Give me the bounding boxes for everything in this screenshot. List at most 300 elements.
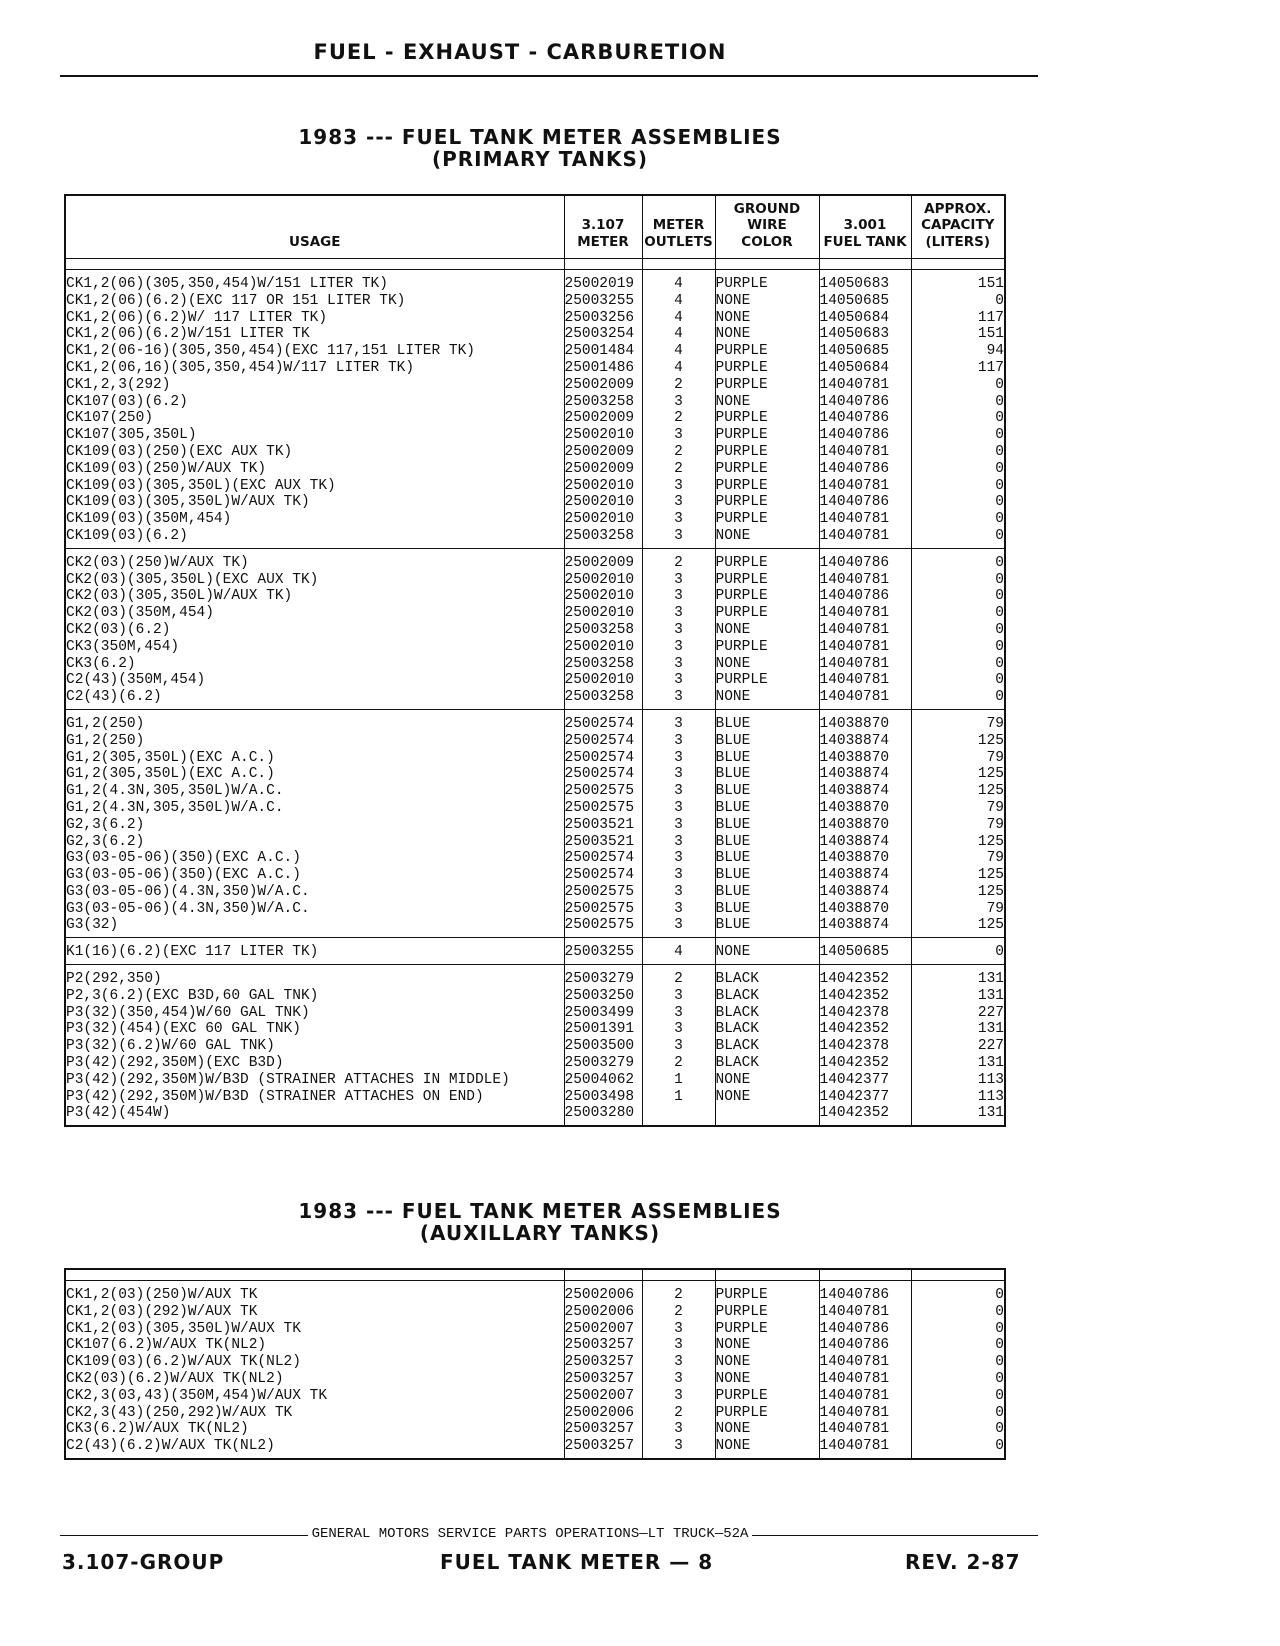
table-cell: BLUE: [715, 799, 751, 816]
table-cell: 2: [674, 460, 683, 477]
table-cell: CK1,2(06)(305,350,454)W/151 LITER TK): [66, 276, 388, 292]
table-cell: 25002006: [564, 1303, 635, 1320]
page-header-title: FUEL - EXHAUST - CARBURETION: [313, 40, 727, 64]
table-cell: 14040786: [819, 554, 890, 571]
table-cell: 14042352: [819, 1021, 890, 1038]
table-cell: 14042352: [819, 1055, 890, 1072]
table-cell: G3(32): [66, 917, 119, 934]
table-cell: 14038870: [819, 900, 890, 917]
table-cell: 0: [995, 672, 1004, 689]
table-cell: 25002575: [564, 917, 635, 934]
table-cell: G2,3(6.2): [66, 833, 145, 850]
table-cell: P3(32)(454)(EXC 60 GAL TNK): [66, 1021, 301, 1038]
table-cell: PURPLE: [715, 1404, 768, 1421]
table-cell: CK109(03)(250)W/AUX TK): [66, 460, 267, 477]
table-cell: 3: [674, 833, 683, 850]
table-cell: 14050684: [819, 359, 890, 376]
table-cell: 14050683: [819, 276, 890, 292]
table-cell: 125: [977, 867, 1004, 884]
table-cell: G1,2(305,350L)(EXC A.C.): [66, 749, 275, 766]
table-cell: 25002006: [564, 1404, 635, 1421]
table-cell: BLACK: [715, 971, 760, 988]
outlets-cell: [642, 1281, 715, 1459]
meter-part-cell: [564, 965, 642, 1127]
table-cell: G1,2(305,350L)(EXC A.C.): [66, 766, 275, 783]
table-cell: CK3(6.2): [66, 655, 136, 672]
usage-cell: [65, 548, 564, 709]
aux-top-gap-row: [65, 1269, 1005, 1281]
col-meter-header: 3.107 METER: [564, 195, 642, 259]
table-cell: 25003498: [564, 1088, 635, 1105]
table-cell: 0: [995, 1337, 1004, 1354]
table-row: [65, 270, 1005, 549]
table-cell: PURPLE: [715, 494, 768, 511]
col-outlets-header: METER OUTLETS: [642, 195, 715, 259]
table-cell: 14038874: [819, 766, 890, 783]
table-cell: 3: [674, 511, 683, 528]
table-cell: CK2(03)(250)W/AUX TK): [66, 554, 249, 571]
table-cell: 3: [674, 799, 683, 816]
table-cell: 25003258: [564, 527, 635, 544]
table-cell: 79: [986, 715, 1004, 732]
table-cell: PURPLE: [715, 511, 768, 528]
table-cell: 117: [977, 309, 1004, 326]
table-cell: P3(32)(350,454)W/60 GAL TNK): [66, 1004, 310, 1021]
table-cell: 14038874: [819, 783, 890, 800]
auxiliary-section-title: [180, 1200, 900, 1244]
capacity-cell: [911, 938, 1005, 965]
table-cell: 3: [674, 783, 683, 800]
usage-cell: [65, 965, 564, 1127]
table-cell: NONE: [715, 655, 751, 672]
table-cell: 25003257: [564, 1337, 635, 1354]
table-cell: CK107(305,350L): [66, 427, 197, 444]
table-cell: 25002010: [564, 672, 635, 689]
table-cell: 25002019: [564, 276, 635, 292]
table-cell: 14038874: [819, 917, 890, 934]
table-cell: NONE: [715, 1438, 751, 1455]
table-cell: 3: [674, 1320, 683, 1337]
table-cell: 0: [995, 1421, 1004, 1438]
table-cell: CK1,2(06-16)(305,350,454)(EXC 117,151 LITER TK): [66, 343, 475, 360]
outlets-cell: [642, 965, 715, 1127]
table-cell: G3(03-05-06)(350)(EXC A.C.): [66, 850, 301, 867]
table-cell: 3: [674, 732, 683, 749]
capacity-cell: [911, 270, 1005, 549]
table-cell: 0: [995, 1354, 1004, 1371]
table-cell: CK109(03)(305,350L)(EXC AUX TK): [66, 477, 336, 494]
table-cell: 0: [995, 527, 1004, 544]
table-cell: CK2(03)(350M,454): [66, 605, 214, 622]
table-cell: 14040786: [819, 427, 890, 444]
wire-color-cell: [715, 270, 819, 549]
table-cell: CK109(03)(350M,454): [66, 511, 232, 528]
table-cell: CK107(250): [66, 410, 154, 427]
table-cell: NONE: [715, 944, 751, 961]
table-cell: 3: [674, 605, 683, 622]
table-cell: [716, 1105, 819, 1122]
table-cell: 14040781: [819, 571, 890, 588]
table-cell: 4: [674, 359, 683, 376]
fuel-tank-part-cell: [819, 709, 911, 937]
table-row: [65, 709, 1005, 937]
usage-cell: [65, 270, 564, 549]
table-cell: 25001486: [564, 359, 635, 376]
table-cell: CK1,2(03)(305,350L)W/AUX TK: [66, 1320, 301, 1337]
table-cell: BLUE: [715, 766, 751, 783]
table-cell: 0: [995, 427, 1004, 444]
table-cell: 14040786: [819, 1320, 890, 1337]
table-cell: 14040781: [819, 1370, 890, 1387]
table-cell: 25002010: [564, 427, 635, 444]
primary-header-row: [65, 195, 1005, 259]
table-cell: 25003257: [564, 1354, 635, 1371]
table-cell: NONE: [715, 326, 751, 343]
table-row: [65, 548, 1005, 709]
table-cell: 125: [977, 833, 1004, 850]
table-cell: 0: [995, 1387, 1004, 1404]
table-cell: 14040786: [819, 460, 890, 477]
fuel-tank-part-cell: [819, 938, 911, 965]
table-cell: 14038870: [819, 850, 890, 867]
capacity-cell: [911, 548, 1005, 709]
table-cell: 0: [995, 621, 1004, 638]
table-cell: 14038870: [819, 749, 890, 766]
table-cell: NONE: [715, 292, 751, 309]
table-cell: 0: [995, 376, 1004, 393]
table-cell: 4: [674, 944, 683, 961]
table-cell: 3: [674, 571, 683, 588]
table-cell: 25002574: [564, 732, 635, 749]
table-cell: P2(292,350): [66, 971, 162, 988]
table-cell: 25002574: [564, 766, 635, 783]
table-cell: BLUE: [715, 883, 751, 900]
table-cell: 25002010: [564, 571, 635, 588]
table-cell: 25003250: [564, 987, 635, 1004]
primary-title-line2: (PRIMARY TANKS): [431, 147, 649, 171]
table-cell: PURPLE: [715, 1320, 768, 1337]
table-cell: BLUE: [715, 850, 751, 867]
table-cell: 0: [995, 1370, 1004, 1387]
table-cell: 14040781: [819, 605, 890, 622]
table-cell: 25003258: [564, 393, 635, 410]
table-cell: 14042352: [819, 1105, 890, 1122]
table-cell: CK107(6.2)W/AUX TK(NL2): [66, 1337, 267, 1354]
table-cell: G3(03-05-06)(4.3N,350)W/A.C.: [66, 883, 310, 900]
table-cell: 125: [977, 883, 1004, 900]
table-cell: 25002574: [564, 867, 635, 884]
auxiliary-tanks-table: [64, 1268, 1006, 1460]
table-cell: 3: [674, 766, 683, 783]
table-cell: 0: [995, 443, 1004, 460]
table-row: [65, 965, 1005, 1127]
table-cell: 14040781: [819, 376, 890, 393]
table-cell: C2(43)(6.2)W/AUX TK(NL2): [66, 1438, 275, 1455]
table-cell: P3(42)(292,350M)W/B3D (STRAINER ATTACHES ON END): [66, 1088, 484, 1105]
table-cell: G1,2(4.3N,305,350L)W/A.C.: [66, 799, 284, 816]
table-cell: 3: [674, 749, 683, 766]
table-cell: BLUE: [715, 900, 751, 917]
table-cell: 25002006: [564, 1287, 635, 1303]
table-cell: P3(42)(292,350M)W/B3D (STRAINER ATTACHES IN MIDDLE): [66, 1071, 510, 1088]
table-cell: 1: [674, 1088, 683, 1105]
table-cell: 14040786: [819, 588, 890, 605]
table-cell: NONE: [715, 1354, 751, 1371]
capacity-cell: [911, 1281, 1005, 1459]
auxiliary-title-line2: (AUXILLARY TANKS): [419, 1221, 661, 1245]
table-cell: 25003500: [564, 1038, 635, 1055]
table-cell: PURPLE: [715, 427, 768, 444]
table-cell: 0: [995, 410, 1004, 427]
footer-revision: REV. 2-87: [905, 1550, 1021, 1574]
table-cell: CK109(03)(6.2)W/AUX TK(NL2): [66, 1354, 301, 1371]
table-cell: PURPLE: [715, 672, 768, 689]
wire-color-cell: [715, 709, 819, 937]
table-cell: 3: [674, 477, 683, 494]
table-row-group: [65, 548, 1005, 709]
table-cell: 25002010: [564, 638, 635, 655]
table-cell: G3(03-05-06)(350)(EXC A.C.): [66, 867, 301, 884]
table-cell: 0: [995, 571, 1004, 588]
capacity-cell: [911, 709, 1005, 937]
table-cell: 151: [977, 276, 1004, 292]
table-cell: 125: [977, 917, 1004, 934]
outlets-cell: [642, 270, 715, 549]
fuel-tank-part-cell: [819, 1281, 911, 1459]
table-cell: 3: [674, 883, 683, 900]
table-cell: PURPLE: [715, 554, 768, 571]
table-cell: 0: [995, 494, 1004, 511]
table-cell: 14038870: [819, 715, 890, 732]
table-cell: 79: [986, 900, 1004, 917]
fuel-tank-part-cell: [819, 270, 911, 549]
table-cell: 125: [977, 783, 1004, 800]
table-cell: 25002010: [564, 494, 635, 511]
table-cell: PURPLE: [715, 1387, 768, 1404]
table-cell: 0: [995, 1438, 1004, 1455]
table-cell: 125: [977, 766, 1004, 783]
table-cell: 14038874: [819, 833, 890, 850]
table-cell: 131: [977, 1055, 1004, 1072]
table-cell: 2: [674, 554, 683, 571]
table-cell: 25002575: [564, 900, 635, 917]
table-cell: 14042377: [819, 1071, 890, 1088]
table-cell: 2: [674, 1287, 683, 1303]
table-cell: 14040781: [819, 655, 890, 672]
table-row-group: [65, 938, 1005, 965]
table-cell: 0: [995, 944, 1004, 961]
table-cell: 4: [674, 343, 683, 360]
table-cell: 0: [995, 460, 1004, 477]
table-cell: NONE: [715, 527, 751, 544]
table-cell: 25003279: [564, 1055, 635, 1072]
table-cell: 3: [674, 816, 683, 833]
table-cell: CK1,2(06)(6.2)W/151 LITER TK: [66, 326, 310, 343]
table-cell: CK2,3(03,43)(350M,454)W/AUX TK: [66, 1387, 328, 1404]
table-cell: 14038870: [819, 816, 890, 833]
table-cell: 3: [674, 621, 683, 638]
table-row: [65, 1281, 1005, 1459]
table-cell: PURPLE: [715, 588, 768, 605]
table-cell: 3: [674, 1370, 683, 1387]
table-cell: NONE: [715, 1088, 751, 1105]
table-cell: 3: [674, 1038, 683, 1055]
table-cell: BLACK: [715, 1055, 760, 1072]
table-cell: 14040781: [819, 1404, 890, 1421]
table-cell: 4: [674, 292, 683, 309]
table-cell: 0: [995, 292, 1004, 309]
table-cell: 227: [977, 1004, 1004, 1021]
table-cell: PURPLE: [715, 571, 768, 588]
table-cell: 4: [674, 326, 683, 343]
table-cell: 4: [674, 309, 683, 326]
table-cell: 3: [674, 689, 683, 706]
table-cell: CK1,2(06)(6.2)W/ 117 LITER TK): [66, 309, 328, 326]
table-cell: 14040781: [819, 443, 890, 460]
outlets-cell: [642, 938, 715, 965]
table-cell: PURPLE: [715, 460, 768, 477]
table-cell: 4: [674, 276, 683, 292]
table-cell: 14050685: [819, 944, 890, 961]
table-cell: 25001391: [564, 1021, 635, 1038]
meter-part-cell: [564, 548, 642, 709]
footer-publisher: GENERAL MOTORS SERVICE PARTS OPERATIONS—LT TRUCK—52A: [0, 1526, 1060, 1542]
table-cell: 25003499: [564, 1004, 635, 1021]
table-cell: G1,2(4.3N,305,350L)W/A.C.: [66, 783, 284, 800]
table-cell: K1(16)(6.2)(EXC 117 LITER TK): [66, 944, 319, 961]
table-cell: PURPLE: [715, 1287, 768, 1303]
table-cell: BLUE: [715, 917, 751, 934]
table-cell: 14040786: [819, 1287, 890, 1303]
table-cell: 14040781: [819, 527, 890, 544]
table-cell: 14040781: [819, 1421, 890, 1438]
col-capacity-header: APPROX. CAPACITY (LITERS): [911, 195, 1005, 259]
table-cell: P2,3(6.2)(EXC B3D,60 GAL TNK): [66, 987, 319, 1004]
table-cell: NONE: [715, 1421, 751, 1438]
table-cell: 14050685: [819, 343, 890, 360]
table-cell: 113: [977, 1071, 1004, 1088]
meter-part-cell: [564, 270, 642, 549]
table-cell: BLUE: [715, 816, 751, 833]
table-cell: 3: [674, 1438, 683, 1455]
table-cell: 25002009: [564, 460, 635, 477]
usage-cell: [65, 938, 564, 965]
table-cell: PURPLE: [715, 276, 768, 292]
table-cell: CK2(03)(6.2): [66, 621, 171, 638]
table-cell: C2(43)(350M,454): [66, 672, 206, 689]
table-cell: 3: [674, 393, 683, 410]
footer-page-title: FUEL TANK METER — 8: [440, 1550, 714, 1574]
meter-part-cell: [564, 1281, 642, 1459]
col-tank-header: 3.001 FUEL TANK: [819, 195, 911, 259]
table-cell: BLACK: [715, 1021, 760, 1038]
table-cell: G3(03-05-06)(4.3N,350)W/A.C.: [66, 900, 310, 917]
table-cell: 25003280: [564, 1105, 635, 1122]
table-cell: 3: [674, 850, 683, 867]
col-usage-header: USAGE: [65, 195, 564, 259]
table-cell: PURPLE: [715, 477, 768, 494]
table-cell: CK1,2(03)(292)W/AUX TK: [66, 1303, 258, 1320]
table-cell: 25003255: [564, 944, 635, 961]
table-cell: 25002574: [564, 850, 635, 867]
table-cell: 25002574: [564, 715, 635, 732]
table-cell: CK2,3(43)(250,292)W/AUX TK: [66, 1404, 293, 1421]
table-cell: 25002010: [564, 605, 635, 622]
table-row-group: [65, 709, 1005, 937]
table-cell: 0: [995, 689, 1004, 706]
table-cell: 14040781: [819, 1354, 890, 1371]
table-cell: 3: [674, 1387, 683, 1404]
table-cell: 227: [977, 1038, 1004, 1055]
usage-cell: [65, 1281, 564, 1459]
table-cell: 0: [995, 393, 1004, 410]
table-cell: 14040781: [819, 621, 890, 638]
table-cell: PURPLE: [715, 605, 768, 622]
table-cell: 14050685: [819, 292, 890, 309]
table-cell: 14040781: [819, 672, 890, 689]
table-cell: CK1,2(06)(6.2)(EXC 117 OR 151 LITER TK): [66, 292, 406, 309]
table-cell: 14040781: [819, 1387, 890, 1404]
table-cell: 94: [986, 343, 1004, 360]
wire-color-cell: [715, 965, 819, 1127]
table-cell: 25004062: [564, 1071, 635, 1088]
table-cell: 14040786: [819, 1337, 890, 1354]
table-cell: C2(43)(6.2): [66, 689, 162, 706]
table-cell: [643, 1105, 715, 1122]
table-row: [65, 938, 1005, 965]
table-cell: NONE: [715, 1337, 751, 1354]
table-cell: 14040786: [819, 494, 890, 511]
table-cell: 25003521: [564, 816, 635, 833]
table-cell: 3: [674, 917, 683, 934]
table-cell: 79: [986, 749, 1004, 766]
table-cell: 3: [674, 1354, 683, 1371]
table-cell: 25001484: [564, 343, 635, 360]
table-cell: 25002574: [564, 749, 635, 766]
table-cell: BLACK: [715, 1038, 760, 1055]
table-cell: 25003257: [564, 1438, 635, 1455]
table-cell: 14040786: [819, 393, 890, 410]
table-cell: 3: [674, 494, 683, 511]
table-cell: 79: [986, 799, 1004, 816]
table-cell: 14040781: [819, 689, 890, 706]
table-cell: 117: [977, 359, 1004, 376]
table-cell: 25003254: [564, 326, 635, 343]
table-cell: 25002575: [564, 799, 635, 816]
table-cell: CK109(03)(6.2): [66, 527, 188, 544]
table-cell: 3: [674, 1004, 683, 1021]
table-cell: 3: [674, 715, 683, 732]
table-cell: 0: [995, 1287, 1004, 1303]
table-cell: CK1,2(03)(250)W/AUX TK: [66, 1287, 258, 1303]
table-cell: 25002575: [564, 883, 635, 900]
table-cell: 3: [674, 900, 683, 917]
table-cell: 0: [995, 511, 1004, 528]
table-cell: NONE: [715, 1071, 751, 1088]
table-cell: 25003256: [564, 309, 635, 326]
table-cell: 0: [995, 605, 1004, 622]
table-cell: 25003257: [564, 1370, 635, 1387]
table-cell: PURPLE: [715, 410, 768, 427]
table-cell: PURPLE: [715, 343, 768, 360]
table-cell: 125: [977, 732, 1004, 749]
header-rule: [60, 75, 1038, 77]
table-cell: NONE: [715, 689, 751, 706]
capacity-cell: [911, 965, 1005, 1127]
table-cell: BLUE: [715, 732, 751, 749]
table-cell: 3: [674, 1337, 683, 1354]
table-cell: 25002010: [564, 511, 635, 528]
